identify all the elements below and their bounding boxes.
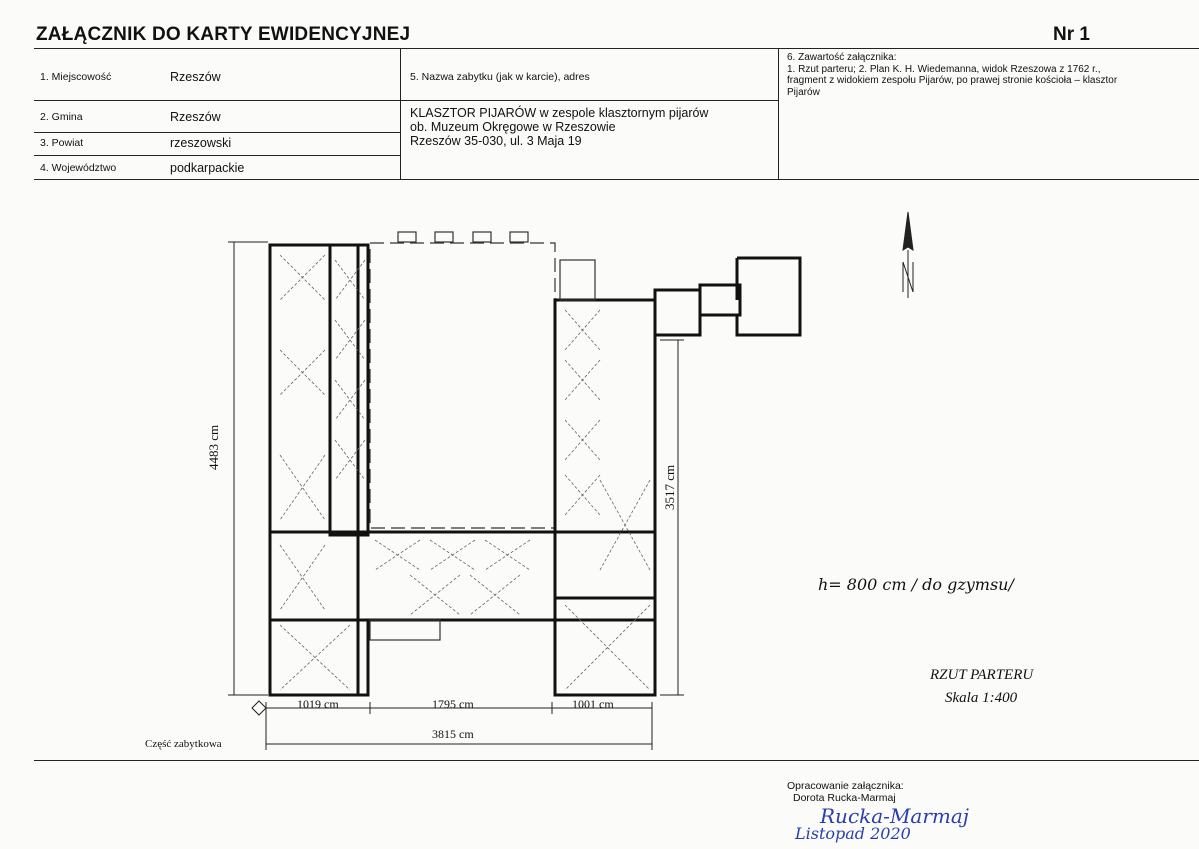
west-wing-wall (270, 245, 358, 695)
section6-line-3: Pijarów (787, 86, 820, 98)
north-arrow-icon (903, 212, 913, 298)
north-stairs (560, 260, 595, 300)
west-corridor-wall (330, 245, 368, 535)
dimension-height: 4483 cm (206, 424, 221, 470)
prepared-label: Opracowanie załącznika: (787, 780, 904, 792)
plan-scale: Skala 1:400 (945, 690, 1018, 706)
document-title: ZAŁĄCZNIK DO KARTY EWIDENCYJNEJ (36, 24, 411, 45)
field-value-wojewodztwo: podkarpackie (170, 161, 245, 175)
dimension-bottom-1: 1019 cm (297, 697, 339, 711)
section5-line-3: Rzeszów 35-030, ul. 3 Maja 19 (410, 134, 582, 148)
dimension-right: 3517 cm (662, 464, 677, 510)
section5-label: 5. Nazwa zabytku (jak w karcie), adres (410, 71, 590, 83)
south-west-room (270, 620, 368, 695)
legend-diamond-icon (252, 701, 266, 715)
vault-hatching (280, 255, 650, 690)
bump-4 (510, 232, 528, 242)
annex-3 (737, 258, 800, 335)
section5-line-1: KLASZTOR PIJARÓW w zespole klasztornym pijarów (410, 106, 709, 120)
bump-2 (435, 232, 453, 242)
section5-line-2: ob. Muzeum Okręgowe w Rzeszowie (410, 120, 616, 134)
field-value-powiat: rzeszowski (170, 136, 232, 150)
signature-date: Listopad 2020 (795, 824, 911, 843)
dimension-total: 3815 cm (432, 727, 474, 741)
field-value-gmina: Rzeszów (170, 110, 221, 124)
section6-line-2: fragment z widokiem zespołu Pijarów, po prawej stronie kościoła – klasztor (787, 75, 1118, 86)
section6-line-1: 1. Rzut parteru; 2. Plan K. H. Wiedemanna, widok Rzeszowa z 1762 r., (787, 63, 1101, 75)
dimension-lines (228, 242, 684, 750)
annex-1 (655, 290, 700, 335)
bump-1 (398, 232, 416, 242)
courtyard (370, 243, 555, 528)
plan-title: RZUT PARTERU (930, 667, 1034, 683)
field-label-gmina: 2. Gmina (40, 111, 83, 123)
field-label-wojewodztwo: 4. Województwo (40, 162, 117, 174)
field-value-miejscowosc: Rzeszów (170, 70, 221, 84)
dimension-bottom-3: 1001 cm (572, 697, 614, 711)
south-stairs (370, 620, 440, 640)
footer-rule (34, 760, 1199, 761)
south-wing-wall (270, 532, 655, 620)
dimension-bottom-2: 1795 cm (432, 697, 474, 711)
field-label-powiat: 3. Powiat (40, 137, 84, 149)
bump-3 (473, 232, 491, 242)
legend-label: Część zabytkowa (145, 738, 222, 750)
section6-label: 6. Zawartość załącznika: (787, 52, 897, 63)
field-label-miejscowosc: 1. Miejscowość (40, 71, 112, 83)
author-signature: Rucka-Marmaj (820, 804, 969, 828)
prepared-author: Dorota Rucka-Marmaj (793, 792, 896, 804)
document-number: Nr 1 (1053, 24, 1090, 45)
height-note: h= 800 cm / do gzymsu/ (818, 575, 1014, 594)
annex-2 (700, 285, 740, 315)
